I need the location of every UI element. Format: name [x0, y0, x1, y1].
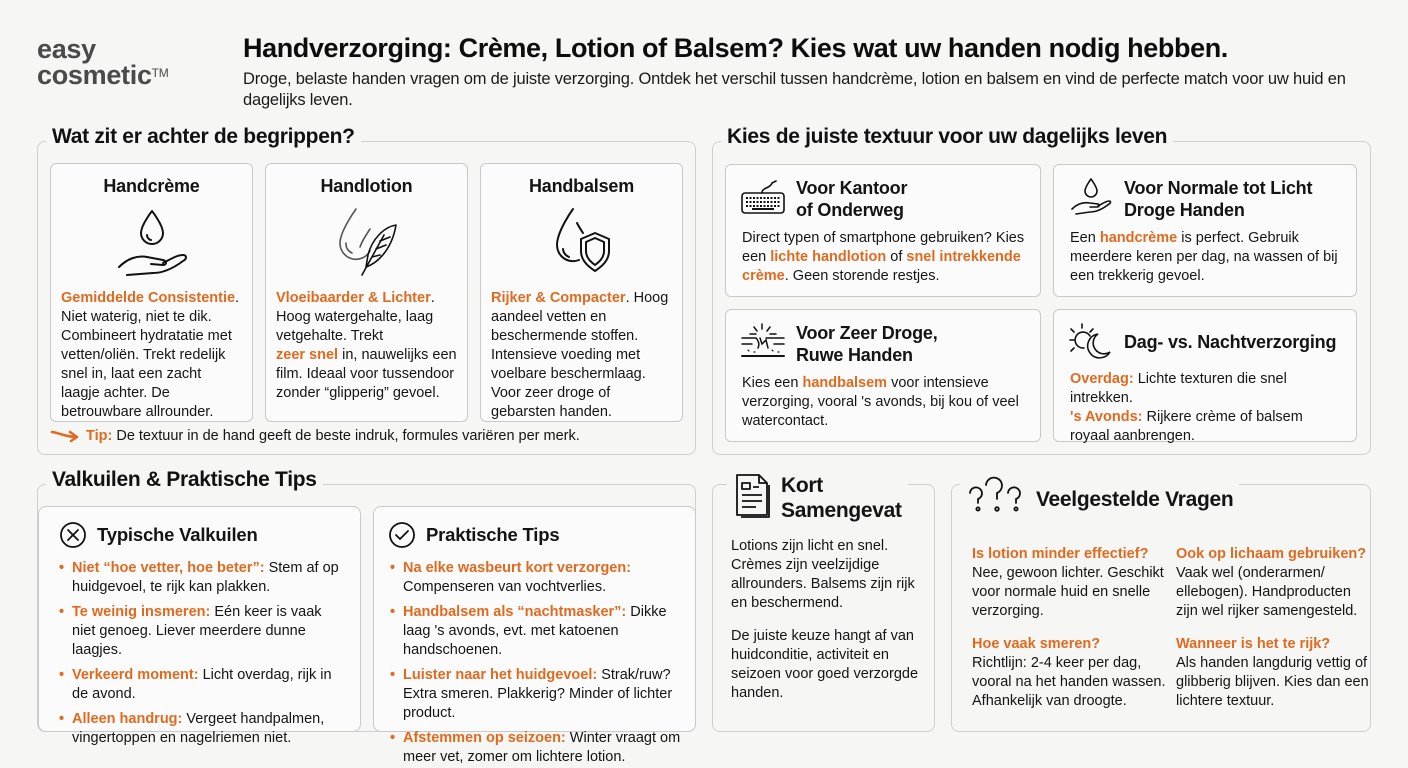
- list-item: • Verkeerd moment: Licht overdag, rijk in de avond.: [59, 666, 348, 704]
- list-item: • Niet “hoe vetter, hoe beter”: Stem af op huidgevoel, te rijk kan plakken.: [59, 559, 348, 597]
- texture-card-day-night: [1053, 309, 1357, 442]
- summary-section: [712, 474, 935, 732]
- list-item: • Alleen handrug: Vergeet handpalmen, vingertoppen en nagelriemen niet.: [59, 710, 348, 748]
- texture-card-normal-hands: [1053, 164, 1357, 297]
- pitfalls-list: [39, 549, 360, 748]
- faq-item: Hoe vaak smeren? Richtlijn: 2-4 keer per dag, vooral na het handen wassen. Afhankelijk van droogte.: [972, 636, 1166, 709]
- keyboard-icon: [740, 177, 786, 217]
- definition-card-handlotion: [265, 163, 468, 422]
- page-subtitle: Droge, belaste handen vragen om de juiste verzorging. Ontdek het verschil tussen handcrème, lotion en balsem en vind de perfecte match voor uw huid en dagelijks leven.: [243, 70, 1346, 109]
- card-body: Vloeibaarder & Lichter. Hoog watergehalte, laag vetgehalte. Trekt zeer snel in, nauwelijks een film. Ideaal voor tussendoor zonder “glipperig” gevoel.: [276, 290, 457, 401]
- check-circle-icon: [388, 521, 416, 549]
- drop-shield-icon: [481, 205, 682, 279]
- texture-card-body: Een handcrème is perfect. Gebruik meerdere keren per dag, na wassen of bij een trekkerig gevoel.: [1070, 230, 1338, 284]
- summary-title: Kort Samengevat: [781, 474, 902, 522]
- tips-list: [374, 549, 695, 767]
- texture-card-title: Voor Kantoor of Onderweg: [796, 178, 908, 220]
- cracked-skin-icon: [740, 322, 786, 362]
- card-title: Handbalsem: [528, 176, 635, 196]
- brand-logo: [37, 36, 168, 88]
- list-item: • Afstemmen op seizoen: Winter vraagt om meer vet, zomer om lichtere lotion.: [390, 729, 683, 767]
- tip-line: [50, 428, 580, 444]
- summary-body: Lotions zijn licht en snel. Crèmes zijn veelzijdige allrounders. Balsems zijn rijk en beschermend. De juiste keuze hangt af van huidconditie, activiteit en seizoen voor goed verzorgde handen.: [731, 538, 919, 701]
- faq-section: [951, 484, 1371, 732]
- tips-card: [373, 506, 696, 765]
- list-item: • Te weinig insmeren: Eén keer is vaak niet genoeg. Liever meerdere dunne laagjes.: [59, 603, 348, 660]
- pitfalls-card-title: Typische Valkuilen: [97, 524, 258, 545]
- faq-title: Veelgestelde Vragen: [1036, 488, 1234, 511]
- drop-hand-icon: [51, 205, 252, 279]
- faq-item: Ook op lichaam gebruiken? Vaak wel (onderarmen/ ellebogen). Handproducten zijn wel rijker samengesteld.: [1176, 546, 1367, 619]
- texture-section: [712, 125, 1371, 455]
- brand-line2: cosmetic™: [37, 60, 169, 90]
- pitfalls-title: Valkuilen & Praktische Tips: [46, 468, 323, 492]
- brand-line1: easy: [37, 34, 96, 64]
- arrow-icon: [50, 429, 80, 443]
- texture-card-office: [725, 164, 1041, 297]
- texture-card-body: Direct typen of smartphone gebruiken? Kies een lichte handlotion of snel intrekkende crème. Geen storende restjes.: [742, 230, 1025, 284]
- texture-card-body: Kies een handbalsem voor intensieve verzorging, vooral 's avonds, bij kou of veel watercontact.: [742, 375, 1019, 429]
- drop-feather-icon: [266, 205, 467, 279]
- definition-card-handbalsem: [480, 163, 683, 422]
- sun-moon-icon: [1068, 322, 1114, 362]
- faq-item: Wanneer is het te rijk? Als handen langdurig vettig of glibberig blijven. Kies dan een lichtere textuur.: [1176, 636, 1369, 709]
- card-body: Rijker & Compacter. Hoog aandeel vetten en beschermende stoffen. Intensieve voeding met voelbare beschermlaag. Voor zeer droge of gebarsten handen.: [491, 290, 669, 420]
- card-title: Handlotion: [320, 176, 413, 196]
- texture-card-very-dry: [725, 309, 1041, 442]
- texture-title: Kies de juiste textuur voor uw dagelijks leven: [721, 125, 1173, 149]
- faq-item: Is lotion minder effectief? Nee, gewoon lichter. Geschikt voor normale huid en snelle verzorging.: [972, 546, 1164, 619]
- card-title: Handcrème: [103, 176, 200, 196]
- tip-label: Tip:: [86, 428, 113, 444]
- texture-card-title: Voor Zeer Droge, Ruwe Handen: [796, 323, 938, 365]
- question-marks-icon: [966, 473, 1028, 517]
- list-item: • Luister naar het huidgevoel: Strak/ruw? Extra smeren. Plakkerig? Minder of lichter product.: [390, 666, 683, 723]
- list-item: • Handbalsem als “nachtmasker”: Dikke laag 's avonds, evt. met katoenen handschoenen.: [390, 603, 683, 660]
- page-title: Handverzorging: Crème, Lotion of Balsem? Kies wat uw handen nodig hebben.: [243, 33, 1228, 63]
- definition-card-handcreme: [50, 163, 253, 422]
- definitions-title: Wat zit er achter de begrippen?: [46, 125, 361, 149]
- list-item: • Na elke wasbeurt kort verzorgen: Compenseren van vochtverlies.: [390, 559, 683, 597]
- card-body: Gemiddelde Consistentie. Niet waterig, niet te dik. Combineert hydratatie met vetten/oliën. Trekt redelijk snel in, laat een zacht laagje achter. De betrouwbare allrounder.: [61, 290, 240, 420]
- texture-card-body: Overdag: Lichte texturen die snel intrekken. 's Avonds: Rijkere crème of balsem royaal aanbrengen.: [1070, 371, 1303, 444]
- tip-text: De textuur in de hand geeft de beste indruk, formules variëren per merk.: [116, 428, 580, 444]
- pitfalls-card: [38, 506, 361, 746]
- definitions-section: [37, 125, 696, 455]
- texture-card-title: Voor Normale tot Licht Droge Handen: [1124, 178, 1313, 220]
- drop-hand-icon: [1068, 177, 1114, 217]
- faq-grid: [972, 545, 1369, 711]
- texture-card-title: Dag- vs. Nachtverzorging: [1124, 332, 1337, 352]
- tips-card-title: Praktische Tips: [426, 524, 560, 545]
- x-circle-icon: [59, 521, 87, 549]
- pitfalls-section: [37, 468, 696, 765]
- document-icon: [733, 473, 773, 519]
